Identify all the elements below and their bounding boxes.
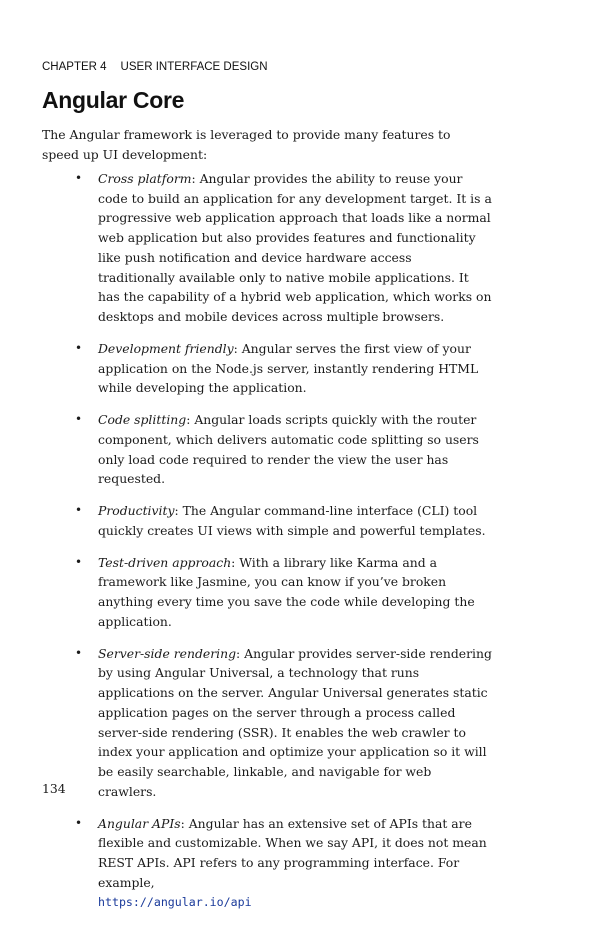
item-text: : Angular provides the ability to reuse your code to build an application for any development target. It is a progressive web application approach that loads like a normal web application but also provides features and functionality like push notification and device hardware access traditionally available only to native mobile applications. It has the capability of a hybrid web application, which works on desktops and mobile devices across multiple browsers. [98,171,492,324]
list-item [42,814,492,914]
list-item [42,501,492,540]
section-title: Angular Core [42,87,185,113]
running-header [42,61,268,73]
item-term: Server-side rendering [98,645,237,661]
item-term: Cross platform [98,171,192,186]
bullet-icon: • [75,645,83,660]
bullet-icon: • [75,554,83,569]
list-item [42,169,492,327]
bullet-icon: • [75,412,83,427]
item-term: Development friendly [98,340,234,356]
item-text: : The Angular command-line interface (CLI) tool quickly creates UI views with simple and powerful templates. [98,503,486,538]
item-term: Angular APIs [98,815,181,831]
bullet-icon: • [75,815,83,830]
angular-api-link[interactable]: https://angular.io/api [98,895,252,910]
item-text: : Angular serves the first view of your application on the Node.js server, instantly rendering HTML while developing the application. [98,340,479,396]
list-item [42,553,492,632]
list-item [42,339,492,398]
item-term: Test-driven approach [98,554,232,570]
item-text: : Angular loads scripts quickly with the router component, which delivers automatic code splitting so users only load code required to render the view the user has requested. [98,412,479,487]
bullet-icon: • [75,340,83,355]
item-term: Code splitting [98,412,187,428]
section-label: USER INTERFACE DESIGN [120,61,268,73]
item-text: : Angular has an extensive set of APIs that are flexible and customizable. When we say API, it does not mean REST APIs. API refers to any programming interface. For example, [98,815,487,890]
page-number: 134 [42,781,66,796]
intro-paragraph: The Angular framework is leveraged to provide many features to speed up UI development: [42,127,451,162]
item-term: Productivity [98,503,175,519]
item-text: : Angular provides server-side rendering by using Angular Universal, a technology that runs applications on the server. Angular Universal generates static application pages on the server through a process called server-side rendering (SSR). It enables the web crawler to index your application and optimize your application so it will be easily searchable, linkable, and navigable for web crawlers. [98,645,492,799]
feature-list [42,169,492,925]
item-text: : With a library like Karma and a framework like Jasmine, you can know if you’ve broken anything every time you save the code while developing the application. [98,554,475,629]
list-item [42,410,492,489]
bullet-icon: • [75,171,83,185]
list-item [42,644,492,802]
bullet-icon: • [75,503,83,518]
chapter-label: CHAPTER 4 [42,61,107,73]
